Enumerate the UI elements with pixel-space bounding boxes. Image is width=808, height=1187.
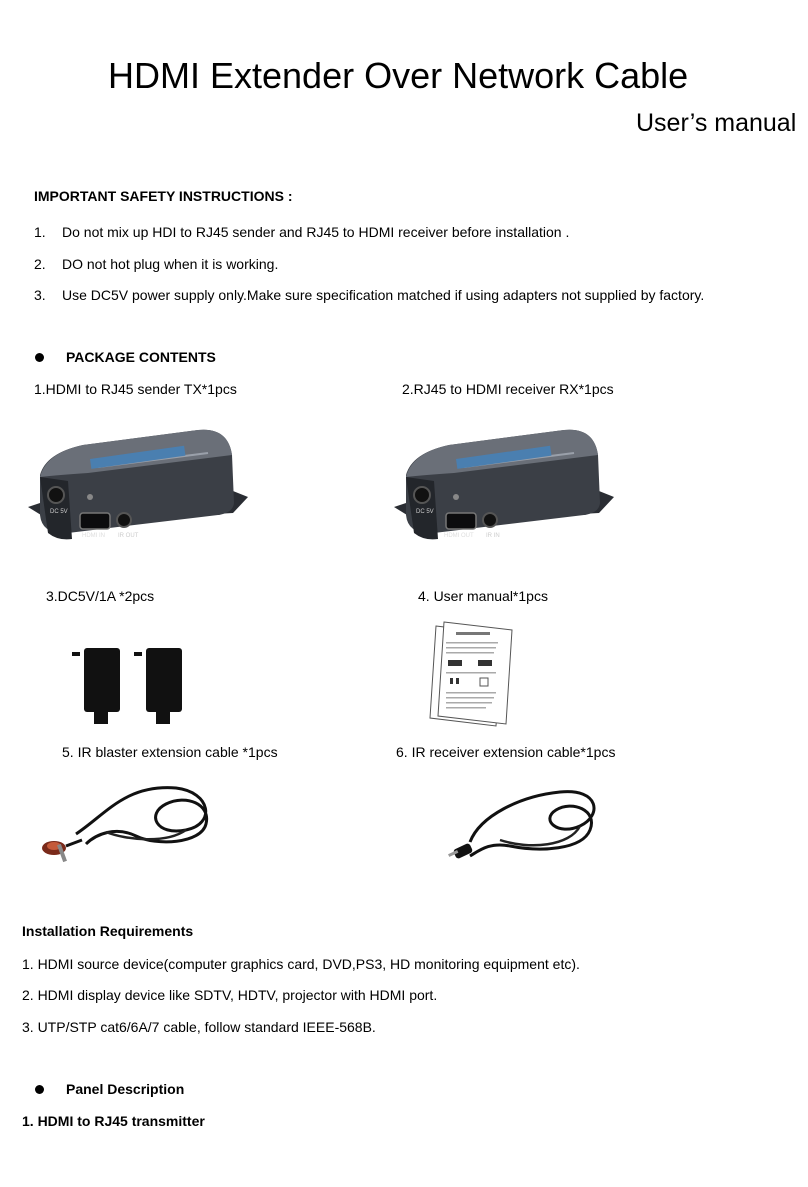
- package-item-6: 6. IR receiver extension cable*1pcs: [396, 744, 616, 760]
- ir-blaster-cable-image: [36, 774, 226, 870]
- installation-item-2: 2. HDMI display device like SDTV, HDTV, projector with HDMI port.: [22, 987, 438, 1003]
- safety-item-1-text: Do not mix up HDI to RJ45 sender and RJ45 to HDMI receiver before installation .: [62, 224, 570, 240]
- package-heading-text: PACKAGE CONTENTS: [66, 349, 216, 365]
- package-item-4: 4. User manual*1pcs: [418, 588, 548, 604]
- safety-item-3-text: Use DC5V power supply only.Make sure specification matched if using adapters not supplied by factory.: [62, 287, 705, 303]
- safety-item-3: [34, 286, 704, 304]
- safety-heading: IMPORTANT SAFETY INSTRUCTIONS :: [34, 188, 293, 204]
- tx-ir-label: IR OUT: [118, 533, 139, 539]
- page-title: HDMI Extender Over Network Cable: [108, 55, 689, 96]
- rx-dc-label: DC 5V: [416, 509, 434, 515]
- power-adapter-image: [70, 644, 190, 728]
- package-item-1: 1.HDMI to RJ45 sender TX*1pcs: [34, 381, 237, 397]
- package-item-2: 2.RJ45 to HDMI receiver RX*1pcs: [402, 381, 614, 397]
- safety-item-1: [34, 223, 569, 241]
- bullet-icon: [35, 1085, 44, 1094]
- rx-device-image: [394, 415, 614, 565]
- ir-receiver-cable-image: [440, 776, 610, 872]
- rx-ir-label: IR IN: [486, 533, 500, 539]
- package-item-3: 3.DC5V/1A *2pcs: [46, 588, 155, 604]
- rx-port-label: HDMI OUT: [444, 533, 474, 539]
- safety-item-1-num: 1.: [34, 224, 46, 240]
- panel-heading-text: Panel Description: [66, 1081, 185, 1097]
- package-item-5: 5. IR blaster extension cable *1pcs: [62, 744, 278, 760]
- safety-item-3-num: 3.: [34, 287, 46, 303]
- tx-dc-label: DC 5V: [50, 509, 68, 515]
- installation-item-1: 1. HDMI source device(computer graphics card, DVD,PS3, HD monitoring equipment etc).: [22, 956, 580, 972]
- safety-item-2: [34, 255, 278, 273]
- installation-item-3: 3. UTP/STP cat6/6A/7 cable, follow standard IEEE-568B.: [22, 1019, 376, 1035]
- tx-port-label: HDMI IN: [82, 533, 105, 539]
- tx-device-image: [28, 415, 248, 565]
- package-heading: [35, 348, 216, 366]
- user-manual-image: [430, 620, 516, 732]
- safety-item-2-text: DO not hot plug when it is working.: [62, 256, 279, 272]
- page-subtitle: User’s manual: [636, 109, 797, 137]
- panel-sub-heading: 1. HDMI to RJ45 transmitter: [22, 1113, 205, 1129]
- installation-heading: Installation Requirements: [22, 923, 194, 939]
- panel-heading: [35, 1080, 184, 1098]
- safety-item-2-num: 2.: [34, 256, 46, 272]
- bullet-icon: [35, 353, 44, 362]
